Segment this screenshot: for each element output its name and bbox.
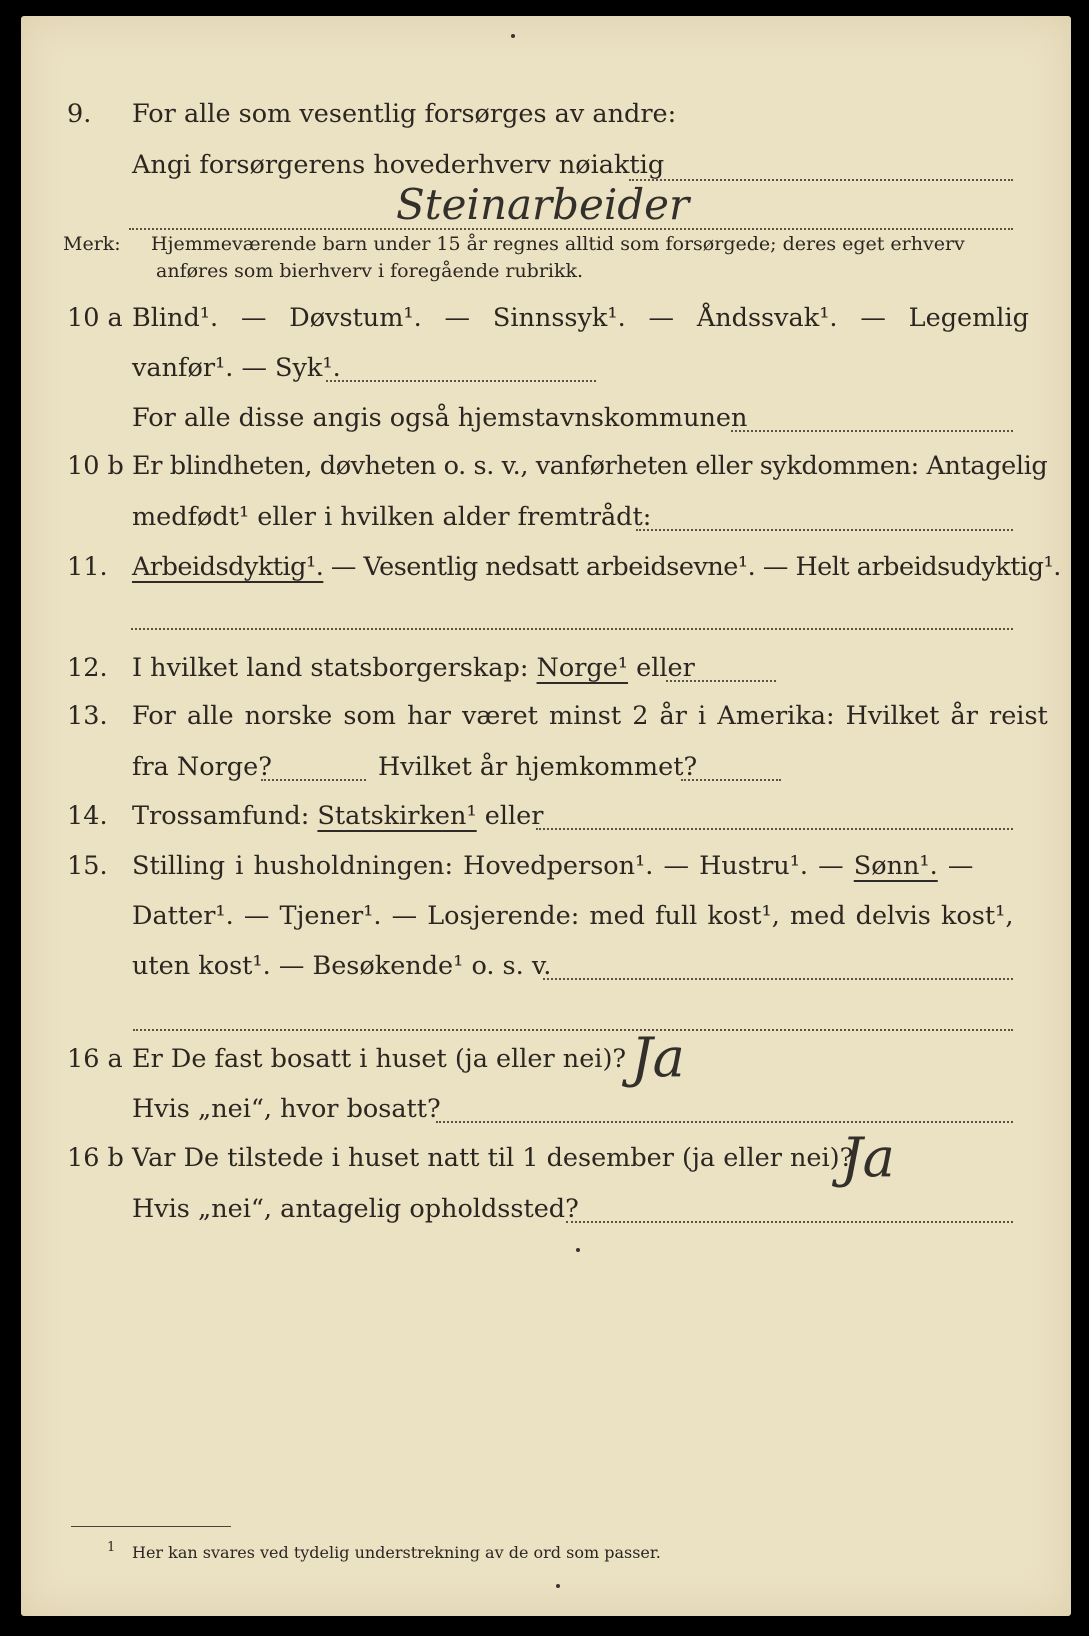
opt-legemlig: Legemlig (908, 303, 1029, 333)
q13-line2b: Hvilket år hjemkommet? (378, 752, 698, 782)
q10b-fill-line (636, 529, 1013, 531)
q16b-fill-line (566, 1221, 1013, 1223)
merk-text-line2: anføres som bierhverv i foregående rubrikk. (156, 260, 584, 282)
q15-number: 15. (67, 851, 108, 881)
q14-number: 14. (67, 801, 108, 831)
q16a-line1: Er De fast bosatt i huset (ja eller nei)? (132, 1044, 627, 1074)
punch-dot (576, 1248, 580, 1252)
q12-fill-line (666, 680, 776, 682)
q9-line1: For alle som vesentlig forsørges av andre: (132, 99, 677, 129)
q14-opt-statskirken: Statskirken¹ (317, 801, 477, 831)
q15-line1 (132, 851, 974, 881)
q13-number: 13. (67, 701, 108, 731)
q11-fill-line (131, 628, 1013, 630)
dash: — (860, 303, 886, 333)
opt-andssvak: Åndssvak¹. (696, 303, 838, 333)
q11-opt-arbeidsdyktig: Arbeidsdyktig¹. (132, 552, 324, 582)
q15-line1a: Stilling i husholdningen: Hovedperson¹. — Hustru¹. — (132, 851, 854, 881)
q10b-line1: Er blindheten, døvheten o. s. v., vanførheten eller sykdommen: Antagelig (132, 451, 1048, 481)
dash: — (240, 303, 267, 333)
q12-number: 12. (67, 653, 108, 683)
census-form-page (21, 16, 1071, 1616)
q15-fill-line (543, 978, 1013, 980)
merk-label: Merk: (63, 233, 121, 255)
q16a-line2: Hvis „nei“, hvor bosatt? (132, 1094, 441, 1124)
q10a-options (132, 303, 1029, 333)
q10a-number: 10 a (67, 303, 123, 333)
q9-number: 9. (67, 99, 92, 129)
q10a-line2: vanfør¹. — Syk¹. (132, 353, 341, 383)
q12-pre: I hvilket land statsborgerskap: (132, 653, 537, 683)
opt-blind: Blind¹. (132, 303, 219, 333)
q14-pre: Trossamfund: (132, 801, 318, 831)
q15-line3: uten kost¹. — Besøkende¹ o. s. v. (132, 951, 552, 981)
q11-text (132, 552, 1061, 582)
q16b-number: 16 b (67, 1143, 124, 1173)
q10a-fill-line (326, 380, 596, 382)
q10b-number: 10 b (67, 451, 124, 481)
q12-post: eller (628, 653, 695, 683)
punch-dot (511, 34, 515, 38)
q15-line1b: — (937, 851, 974, 881)
q13-line2a: fra Norge? (132, 752, 272, 782)
opt-dovstum: Døvstum¹. (289, 303, 422, 333)
footnote-text: Her kan svares ved tydelig understrekning av de ord som passer. (132, 1543, 661, 1562)
footnote-mark: 1 (107, 1540, 116, 1555)
q9-line2: Angi forsørgerens hovederhverv nøiaktig (132, 150, 665, 180)
dash: — (444, 303, 471, 333)
q13-line1: For alle norske som har været minst 2 år i Amerika: Hvilket år reist (132, 701, 1048, 731)
q11-rest: — Vesentlig nedsatt arbeidsevne¹. — Helt arbeidsudyktig¹. (323, 552, 1061, 582)
q12-text (132, 653, 695, 683)
q15-line2: Datter¹. — Tjener¹. — Losjerende: med full kost¹, med delvis kost¹, (132, 901, 1014, 931)
q16b-line2: Hvis „nei“, antagelig opholdssted? (132, 1194, 579, 1224)
q13-fill-line-right (681, 779, 781, 781)
q12-opt-norge: Norge¹ (536, 653, 629, 683)
merk-text-line1: Hjemmeværende barn under 15 år regnes alltid som forsørgede; deres eget erhverv (151, 233, 965, 255)
q9-handwritten-answer: Steinarbeider (396, 180, 690, 229)
q15-second-fill-line (133, 1029, 1013, 1031)
q15-opt-sonn: Sønn¹. (853, 851, 938, 881)
q16a-handwritten-answer: Ja (631, 1026, 685, 1089)
punch-dot (556, 1584, 560, 1588)
opt-sinnssyk: Sinnssyk¹. (492, 303, 626, 333)
q14-post: eller (476, 801, 544, 831)
q14-text (132, 801, 544, 831)
q16b-line1: Var De tilstede i huset natt til 1 desember (ja eller nei)? (132, 1143, 854, 1173)
q16b-handwritten-answer: Ja (841, 1126, 895, 1189)
q10a-line3: For alle disse angis også hjemstavnskommunen (132, 403, 748, 433)
q13-fill-line-left (261, 779, 366, 781)
q16a-fill-line (436, 1121, 1013, 1123)
q9-answer-line (129, 228, 1013, 230)
q10a-home-fill-line (731, 430, 1013, 432)
q11-number: 11. (67, 552, 108, 582)
footnote-rule (71, 1526, 231, 1527)
q10b-line2: medfødt¹ eller i hvilken alder fremtrådt: (132, 502, 652, 532)
q14-fill-line (536, 828, 1013, 830)
q16a-number: 16 a (67, 1044, 123, 1074)
dash: — (648, 303, 674, 333)
